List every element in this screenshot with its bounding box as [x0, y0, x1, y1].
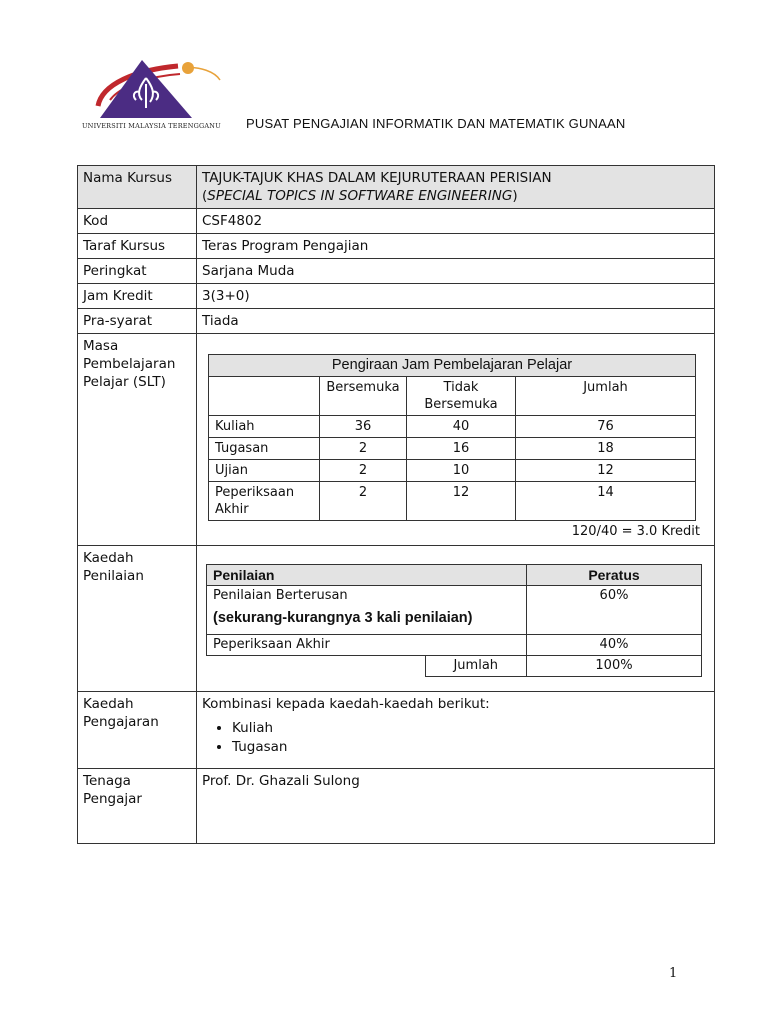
jumlah-spacer	[207, 656, 426, 677]
pengajaran-cell	[197, 692, 715, 769]
tenaga-row	[78, 769, 715, 844]
penilaian-akhir: Peperiksaan Akhir	[207, 635, 527, 656]
table-row	[209, 482, 696, 521]
slt-tidak: 10	[407, 460, 516, 482]
course-name-row	[78, 166, 715, 209]
course-row-value: 3(3+0)	[197, 284, 715, 309]
slt-jumlah: 18	[516, 438, 696, 460]
course-name-label: Nama Kursus	[78, 166, 197, 209]
course-name-english: (SPECIAL TOPICS IN SOFTWARE ENGINEERING)	[202, 188, 518, 204]
course-row-label: Kod	[78, 209, 197, 234]
penilaian-jumlah-pct: 100%	[527, 656, 702, 677]
slt-tidak: 40	[407, 416, 516, 438]
course-row-label: Taraf Kursus	[78, 234, 197, 259]
slt-col-tidak: Tidak Bersemuka	[407, 377, 516, 416]
slt-bersemuka: 2	[320, 438, 407, 460]
course-row-value: Sarjana Muda	[197, 259, 715, 284]
slt-header-blank	[209, 377, 320, 416]
list-item: • Tugasan	[232, 738, 709, 756]
penilaian-cell	[197, 546, 715, 692]
course-row-label: Pra-syarat	[78, 309, 197, 334]
penilaian-berterusan	[207, 586, 527, 635]
slt-item: Ujian	[209, 460, 320, 482]
page-title: PUSAT PENGAJIAN INFORMATIK DAN MATEMATIK GUNAAN	[246, 116, 626, 131]
penilaian-row	[78, 546, 715, 692]
slt-label: Masa Pembelajaran Pelajar (SLT)	[78, 334, 197, 546]
slt-item: Kuliah	[209, 416, 320, 438]
course-row-value: Tiada	[197, 309, 715, 334]
slt-item: Tugasan	[209, 438, 320, 460]
course-row-label: Peringkat	[78, 259, 197, 284]
slt-bersemuka: 2	[320, 482, 407, 521]
slt-table	[208, 354, 696, 521]
course-row-jam-kredit	[78, 284, 715, 309]
logo-emblem-icon	[80, 56, 230, 122]
table-row	[209, 460, 696, 482]
slt-title: Pengiraan Jam Pembelajaran Pelajar	[209, 355, 696, 377]
course-row-prasyarat	[78, 309, 715, 334]
penilaian-berterusan-pct: 60%	[527, 586, 702, 635]
penilaian-table	[206, 564, 702, 677]
course-name-value	[197, 166, 715, 209]
slt-col-bersemuka: Bersemuka	[320, 377, 407, 416]
slt-row	[78, 334, 715, 546]
pengajaran-label: Kaedah Pengajaran	[78, 692, 197, 769]
pengajaran-intro: Kombinasi kepada kaedah-kaedah berikut:	[202, 696, 490, 712]
slt-jumlah: 76	[516, 416, 696, 438]
penilaian-label: Kaedah Penilaian	[78, 546, 197, 692]
pengajaran-row	[78, 692, 715, 769]
course-table	[77, 165, 715, 844]
course-row-value: Teras Program Pengajian	[197, 234, 715, 259]
list-item: • Kuliah	[232, 719, 709, 737]
penilaian-col-label: Penilaian	[207, 565, 527, 586]
slt-cell	[197, 334, 715, 546]
slt-kredit: 120/40 = 3.0 Kredit	[571, 524, 700, 539]
university-logo	[80, 56, 230, 132]
table-row	[209, 416, 696, 438]
page-number: 1	[669, 966, 678, 981]
slt-item: Peperiksaan Akhir	[209, 482, 320, 521]
slt-bersemuka: 36	[320, 416, 407, 438]
slt-jumlah: 14	[516, 482, 696, 521]
course-name-malay: TAJUK-TAJUK KHAS DALAM KEJURUTERAAN PERISIAN	[202, 170, 552, 186]
penilaian-jumlah-label: Jumlah	[425, 656, 527, 677]
table-row	[207, 635, 702, 656]
tenaga-label: Tenaga Pengajar	[78, 769, 197, 844]
pengajaran-list	[202, 719, 709, 756]
tenaga-value: Prof. Dr. Ghazali Sulong	[197, 769, 715, 844]
table-row	[207, 586, 702, 635]
penilaian-akhir-pct: 40%	[527, 635, 702, 656]
slt-header-row	[209, 377, 696, 416]
slt-jumlah: 12	[516, 460, 696, 482]
penilaian-berterusan-label: Penilaian Berterusan	[213, 588, 348, 603]
table-row	[209, 438, 696, 460]
slt-bersemuka: 2	[320, 460, 407, 482]
penilaian-header-row	[207, 565, 702, 586]
course-row-peringkat	[78, 259, 715, 284]
course-row-label: Jam Kredit	[78, 284, 197, 309]
penilaian-berterusan-note: (sekurang-kurangnya 3 kali penilaian)	[213, 610, 473, 626]
course-row-kod	[78, 209, 715, 234]
peratus-col-label: Peratus	[527, 565, 702, 586]
slt-col-jumlah: Jumlah	[516, 377, 696, 416]
course-row-taraf	[78, 234, 715, 259]
slt-tidak: 16	[407, 438, 516, 460]
course-row-value: CSF4802	[197, 209, 715, 234]
table-row	[207, 656, 702, 677]
slt-tidak: 12	[407, 482, 516, 521]
logo-text: UNIVERSITI MALAYSIA TERENGGANU	[82, 122, 221, 130]
